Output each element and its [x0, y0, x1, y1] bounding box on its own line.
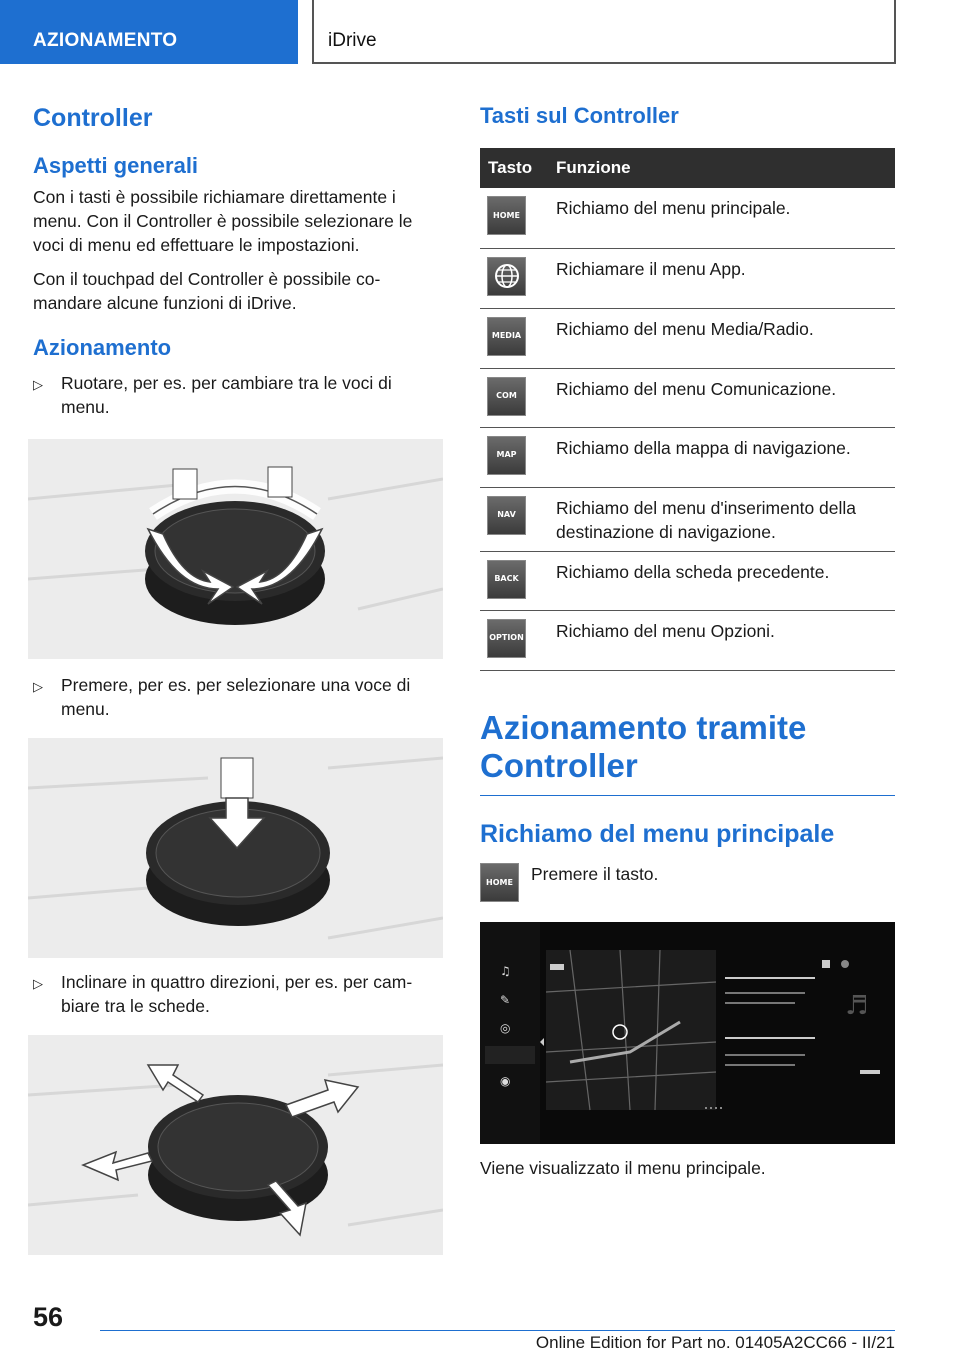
media-key-icon: MEDIA [487, 317, 526, 356]
table-header-row [480, 148, 895, 188]
left-column [33, 100, 443, 1255]
keys-table [480, 148, 895, 671]
section-tab [0, 0, 298, 64]
svg-text:◎: ◎ [500, 1020, 511, 1035]
press-home-row [480, 863, 895, 902]
row-text: Richiamare il menu App. [548, 248, 895, 308]
page-number: 56 [33, 1302, 64, 1332]
bullet-text: Inclinare in quattro direzioni, per es. per cambiare tra le schede. [61, 972, 413, 1016]
header-key: Tasto [480, 148, 548, 188]
general-paragraph-2: Con il touchpad del Controller è possibile comandare alcune funzioni di iDrive. [33, 269, 381, 313]
nav-key-icon: NAV [487, 496, 526, 535]
chapter-tab [312, 0, 896, 64]
home-key-icon: HOME [480, 863, 519, 902]
map-key-icon: MAP [487, 436, 526, 475]
bullet-text: Ruotare, per es. per cambiare tra le voci di menu. [61, 373, 392, 417]
main-menu-heading: Richiamo del menu principale [480, 819, 835, 848]
row-text: Richiamo del menu d'inserimento della destinazione di navigazione. [548, 487, 895, 551]
table-row [480, 248, 895, 308]
row-text: Richiamo della scheda precedente. [548, 551, 895, 610]
press-key-text: Premere il tasto. [531, 863, 659, 884]
bullet-text: Premere, per es. per selezionare una voce di menu. [61, 675, 411, 719]
svg-text:✎: ✎ [500, 992, 511, 1007]
svg-text:◉: ◉ [500, 1073, 511, 1088]
section-label: AZIONAMENTO [33, 30, 178, 51]
table-row [480, 308, 895, 368]
bullet-tilt [33, 970, 443, 1018]
table-row [480, 551, 895, 610]
row-text: Richiamo della mappa di navigazione. [548, 427, 895, 487]
illustration-rotate [28, 439, 443, 659]
general-heading: Aspetti generali [33, 153, 199, 178]
illustration-press [28, 738, 443, 958]
general-paragraph-1: Con i tasti è possibile richiamare direttamente i menu. Con il Controller è possibile selezionare le voci di menu ed effettuare le impostazioni. [33, 187, 413, 255]
operation-via-controller-title: Azionamento tramite Controller [480, 709, 895, 796]
home-key-icon: HOME [487, 196, 526, 235]
row-text: Richiamo del menu Media/Radio. [548, 308, 895, 368]
svg-text:♬: ♬ [845, 990, 869, 1021]
triangle-bullet-icon: ▷ [33, 679, 43, 694]
row-text: Richiamo del menu principale. [548, 188, 895, 248]
bullet-press [33, 673, 443, 721]
table-row [480, 188, 895, 248]
header-function: Funzione [548, 148, 895, 188]
row-text: Richiamo del menu Opzioni. [548, 610, 895, 670]
edition-footer: Online Edition for Part no. 01405A2CC66 - II/21 [535, 1333, 895, 1352]
keys-heading: Tasti sul Controller [480, 103, 679, 128]
table-row [480, 487, 895, 551]
right-column [480, 100, 895, 1180]
idrive-main-menu-screenshot [480, 922, 895, 1144]
triangle-bullet-icon: ▷ [33, 976, 43, 991]
operation-heading: Azionamento [33, 335, 172, 360]
chapter-label: iDrive [328, 30, 377, 51]
bullet-rotate [33, 371, 443, 419]
illustration-tilt [28, 1035, 443, 1255]
back-key-icon: BACK [487, 560, 526, 599]
table-row [480, 368, 895, 427]
globe-icon [487, 257, 526, 296]
result-text: Viene visualizzato il menu principale. [480, 1157, 766, 1178]
table-row [480, 610, 895, 670]
footer-divider [100, 1330, 895, 1331]
svg-text:♫: ♫ [500, 963, 511, 978]
option-key-icon: OPTION [487, 619, 526, 658]
section-title: Controller [33, 104, 153, 132]
row-text: Richiamo del menu Comunicazione. [548, 368, 895, 427]
table-row [480, 427, 895, 487]
triangle-bullet-icon: ▷ [33, 377, 43, 392]
com-key-icon: COM [487, 377, 526, 416]
